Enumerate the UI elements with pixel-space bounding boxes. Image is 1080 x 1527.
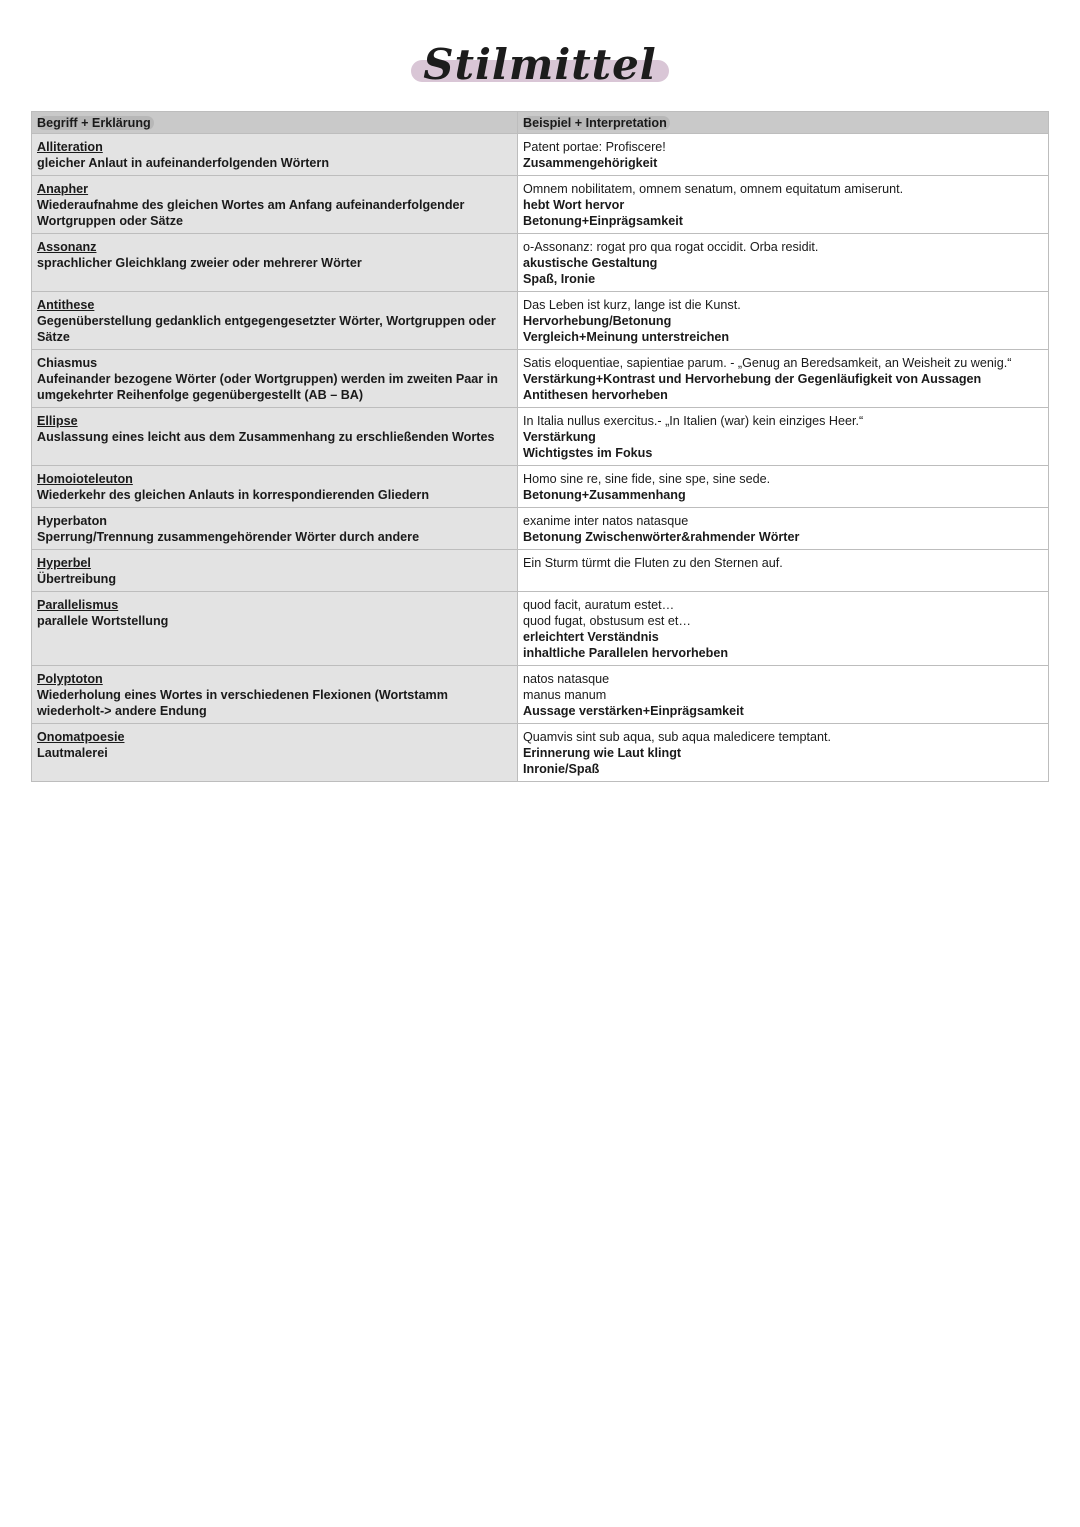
example-text: quod facit, auratum estet… — [523, 598, 675, 612]
example-cell — [518, 350, 1049, 408]
term-definition: Wiederkehr des gleichen Anlauts in korrespondierenden Gliedern — [37, 488, 430, 502]
stylistic-devices-table-container — [31, 111, 1049, 782]
term-name: Hyperbel — [37, 556, 91, 570]
example-text: Patent portae: Profiscere! — [523, 140, 666, 154]
term-name: Polyptoton — [37, 672, 103, 686]
term-definition: Gegenüberstellung gedanklich entgegengesetzter Wörter, Wortgruppen oder Sätze — [37, 314, 496, 344]
term-definition: Wiederaufnahme des gleichen Wortes am Anfang aufeinanderfolgender Wortgruppen oder Sätze — [37, 198, 465, 228]
example-text: Quamvis sint sub aqua, sub aqua maledicere temptant. — [523, 730, 832, 744]
interpretation-text: akustische Gestaltung — [523, 256, 658, 270]
example-text: Homo sine re, sine fide, sine spe, sine sede. — [523, 472, 771, 486]
interpretation-text: Betonung+Zusammenhang — [523, 488, 686, 502]
term-name: Antithese — [37, 298, 95, 312]
term-cell — [32, 134, 518, 176]
term-cell — [32, 724, 518, 782]
table-header-row — [32, 112, 1049, 134]
term-name: Anapher — [37, 182, 89, 196]
term-definition: parallele Wortstellung — [37, 614, 169, 628]
interpretation-text: Betonung+Einprägsamkeit — [523, 214, 683, 228]
term-cell — [32, 350, 518, 408]
interpretation-text: Hervorhebung/Betonung — [523, 314, 672, 328]
table-row — [32, 292, 1049, 350]
term-cell — [32, 176, 518, 234]
term-cell — [32, 408, 518, 466]
term-definition: sprachlicher Gleichklang zweier oder mehrerer Wörter — [37, 256, 362, 270]
term-cell — [32, 466, 518, 508]
title-block — [0, 40, 1080, 89]
example-cell — [518, 592, 1049, 666]
interpretation-text: hebt Wort hervor — [523, 198, 625, 212]
interpretation-text: Inronie/Spaß — [523, 762, 600, 776]
term-cell — [32, 508, 518, 550]
term-definition: Übertreibung — [37, 572, 117, 586]
table-row — [32, 508, 1049, 550]
interpretation-text: inhaltliche Parallelen hervorheben — [523, 646, 729, 660]
interpretation-text: Spaß, Ironie — [523, 272, 596, 286]
example-cell — [518, 134, 1049, 176]
term-name: Homoioteleuton — [37, 472, 133, 486]
example-cell — [518, 508, 1049, 550]
example-cell — [518, 176, 1049, 234]
table-row — [32, 550, 1049, 592]
page-title: Stilmittel — [417, 40, 663, 89]
example-cell — [518, 234, 1049, 292]
table-row — [32, 134, 1049, 176]
term-definition: gleicher Anlaut in aufeinanderfolgenden Wörtern — [37, 156, 330, 170]
term-cell — [32, 292, 518, 350]
term-name: Hyperbaton — [37, 514, 107, 528]
example-cell — [518, 550, 1049, 592]
table-row — [32, 592, 1049, 666]
example-text: o-Assonanz: rogat pro qua rogat occidit. Orba residit. — [523, 240, 819, 254]
table-row — [32, 176, 1049, 234]
example-cell — [518, 466, 1049, 508]
term-name: Ellipse — [37, 414, 78, 428]
example-cell — [518, 292, 1049, 350]
term-definition: Wiederholung eines Wortes in verschiedenen Flexionen (Wortstamm wiederholt-> andere Endung — [37, 688, 448, 718]
column-header-term: Begriff + Erklärung — [32, 112, 518, 134]
interpretation-text: erleichtert Verständnis — [523, 630, 659, 644]
interpretation-text: Aussage verstärken+Einprägsamkeit — [523, 704, 744, 718]
term-name: Chiasmus — [37, 356, 98, 370]
interpretation-text: Erinnerung wie Laut klingt — [523, 746, 682, 760]
table-row — [32, 724, 1049, 782]
term-name: Alliteration — [37, 140, 103, 154]
stylistic-devices-table — [31, 111, 1049, 782]
term-definition: Sperrung/Trennung zusammengehörender Wörter durch andere — [37, 530, 420, 544]
term-definition: Auslassung eines leicht aus dem Zusammenhang zu erschließenden Wortes — [37, 430, 495, 444]
example-cell — [518, 666, 1049, 724]
interpretation-text: Zusammengehörigkeit — [523, 156, 658, 170]
table-body — [32, 134, 1049, 782]
example-text: In Italia nullus exercitus.- „In Italien (war) kein einziges Heer.“ — [523, 414, 864, 428]
term-cell — [32, 234, 518, 292]
term-cell — [32, 550, 518, 592]
interpretation-text: Wichtigstes im Fokus — [523, 446, 653, 460]
interpretation-text: Vergleich+Meinung unterstreichen — [523, 330, 730, 344]
interpretation-text: Betonung Zwischenwörter&rahmender Wörter — [523, 530, 800, 544]
example-cell — [518, 408, 1049, 466]
example-text: exanime inter natos natasque — [523, 514, 689, 528]
term-definition: Aufeinander bezogene Wörter (oder Wortgruppen) werden im zweiten Paar in umgekehrter Reihenfolge gegenübergestellt (AB – BA) — [37, 372, 498, 402]
term-name: Assonanz — [37, 240, 97, 254]
example-text: Omnem nobilitatem, omnem senatum, omnem equitatum amiserunt. — [523, 182, 904, 196]
table-row — [32, 666, 1049, 724]
example-text: Satis eloquentiae, sapientiae parum. - „Genug an Beredsamkeit, an Weisheit zu wenig.“ — [523, 356, 1012, 370]
term-definition: Lautmalerei — [37, 746, 108, 760]
example-cell — [518, 724, 1049, 782]
column-header-example: Beispiel + Interpretation — [518, 112, 1049, 134]
term-cell — [32, 592, 518, 666]
table-row — [32, 350, 1049, 408]
term-name: Parallelismus — [37, 598, 119, 612]
example-text: quod fugat, obstusum est et… — [523, 614, 692, 628]
interpretation-text: Antithesen hervorheben — [523, 388, 668, 402]
interpretation-text: Verstärkung — [523, 430, 596, 444]
table-row — [32, 234, 1049, 292]
example-text: Ein Sturm türmt die Fluten zu den Sternen auf. — [523, 556, 783, 570]
table-row — [32, 408, 1049, 466]
term-cell — [32, 666, 518, 724]
example-text: manus manum — [523, 688, 607, 702]
term-name: Onomatpoesie — [37, 730, 125, 744]
example-text: natos natasque — [523, 672, 610, 686]
example-text: Das Leben ist kurz, lange ist die Kunst. — [523, 298, 741, 312]
table-row — [32, 466, 1049, 508]
interpretation-text: Verstärkung+Kontrast und Hervorhebung der Gegenläufigkeit von Aussagen — [523, 372, 982, 386]
